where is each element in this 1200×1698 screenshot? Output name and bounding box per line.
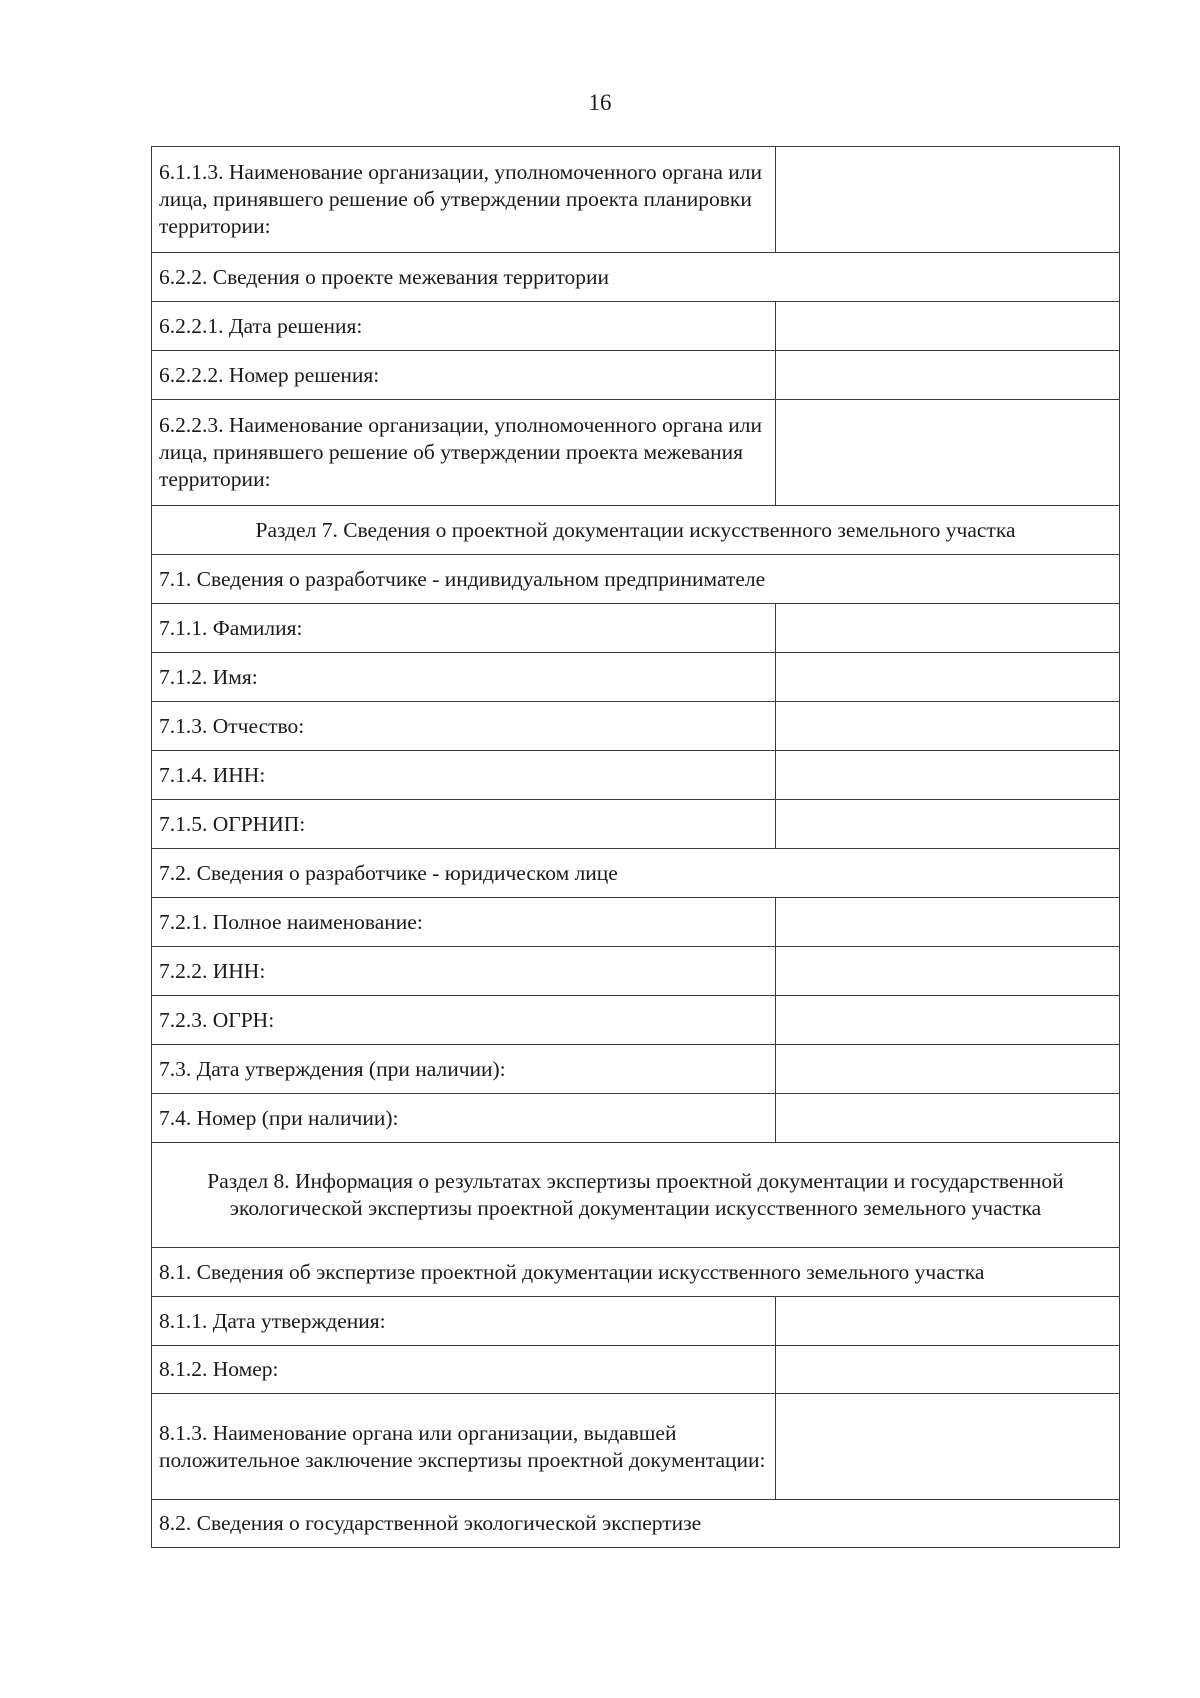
subsection-title: 7.2. Сведения о разработчике - юридическом лице <box>152 849 1120 898</box>
field-value[interactable] <box>776 653 1120 702</box>
field-label: 6.2.2.1. Дата решения: <box>152 302 776 351</box>
field-value[interactable] <box>776 702 1120 751</box>
field-label: 8.1.1. Дата утверждения: <box>152 1297 776 1346</box>
field-label: 6.2.2.3. Наименование организации, уполномоченного органа или лица, принявшего решение об утверждении проекта межевания территории: <box>152 400 776 506</box>
subsection-title: 7.1. Сведения о разработчике - индивидуальном предпринимателе <box>152 555 1120 604</box>
form-row <box>152 898 1120 947</box>
field-value[interactable] <box>776 898 1120 947</box>
field-value[interactable] <box>776 751 1120 800</box>
form-row <box>152 302 1120 351</box>
form-row <box>152 702 1120 751</box>
field-label: 7.1.2. Имя: <box>152 653 776 702</box>
field-value[interactable] <box>776 302 1120 351</box>
field-label: 8.1.3. Наименование органа или организации, выдавшей положительное заключение экспертизы проектной документации: <box>152 1394 776 1500</box>
field-label: 7.2.2. ИНН: <box>152 947 776 996</box>
form-row <box>152 351 1120 400</box>
form-row <box>152 147 1120 253</box>
registry-form-table <box>151 146 1120 1548</box>
form-row <box>152 1094 1120 1143</box>
form-row <box>152 604 1120 653</box>
field-label: 7.1.4. ИНН: <box>152 751 776 800</box>
field-value[interactable] <box>776 1094 1120 1143</box>
field-value[interactable] <box>776 351 1120 400</box>
form-row <box>152 996 1120 1045</box>
field-value[interactable] <box>776 1045 1120 1094</box>
form-row <box>152 947 1120 996</box>
form-row <box>152 1045 1120 1094</box>
form-row <box>152 1346 1120 1394</box>
form-row <box>152 800 1120 849</box>
section-header-row <box>152 506 1120 555</box>
form-row <box>152 653 1120 702</box>
subsection-header-row <box>152 1500 1120 1548</box>
field-value[interactable] <box>776 604 1120 653</box>
field-value[interactable] <box>776 1297 1120 1346</box>
section-title: Раздел 8. Информация о результатах экспертизы проектной документации и государственной экологической экспертизы проектной документации искусственного земельного участка <box>152 1143 1120 1248</box>
subsection-header-row <box>152 849 1120 898</box>
field-value[interactable] <box>776 800 1120 849</box>
field-label: 6.1.1.3. Наименование организации, уполномоченного органа или лица, принявшего решение об утверждении проекта планировки территории: <box>152 147 776 253</box>
field-label: 7.2.3. ОГРН: <box>152 996 776 1045</box>
subsection-header-row <box>152 1248 1120 1297</box>
form-row <box>152 751 1120 800</box>
section-title: Раздел 7. Сведения о проектной документации искусственного земельного участка <box>152 506 1120 555</box>
field-label: 7.3. Дата утверждения (при наличии): <box>152 1045 776 1094</box>
form-row <box>152 400 1120 506</box>
subsection-title: 8.1. Сведения об экспертизе проектной документации искусственного земельного участка <box>152 1248 1120 1297</box>
field-label: 7.1.1. Фамилия: <box>152 604 776 653</box>
field-label: 7.4. Номер (при наличии): <box>152 1094 776 1143</box>
subsection-header-row <box>152 253 1120 302</box>
field-value[interactable] <box>776 1394 1120 1500</box>
subsection-header-row <box>152 555 1120 604</box>
field-label: 6.2.2.2. Номер решения: <box>152 351 776 400</box>
field-label: 7.2.1. Полное наименование: <box>152 898 776 947</box>
form-row <box>152 1394 1120 1500</box>
section-header-row <box>152 1143 1120 1248</box>
field-label: 7.1.5. ОГРНИП: <box>152 800 776 849</box>
page-number: 16 <box>588 90 612 115</box>
field-value[interactable] <box>776 1346 1120 1394</box>
subsection-title: 8.2. Сведения о государственной экологической экспертизе <box>152 1500 1120 1548</box>
subsection-title: 6.2.2. Сведения о проекте межевания территории <box>152 253 1120 302</box>
field-label: 8.1.2. Номер: <box>152 1346 776 1394</box>
field-value[interactable] <box>776 400 1120 506</box>
field-value[interactable] <box>776 147 1120 253</box>
field-label: 7.1.3. Отчество: <box>152 702 776 751</box>
form-row <box>152 1297 1120 1346</box>
field-value[interactable] <box>776 947 1120 996</box>
field-value[interactable] <box>776 996 1120 1045</box>
